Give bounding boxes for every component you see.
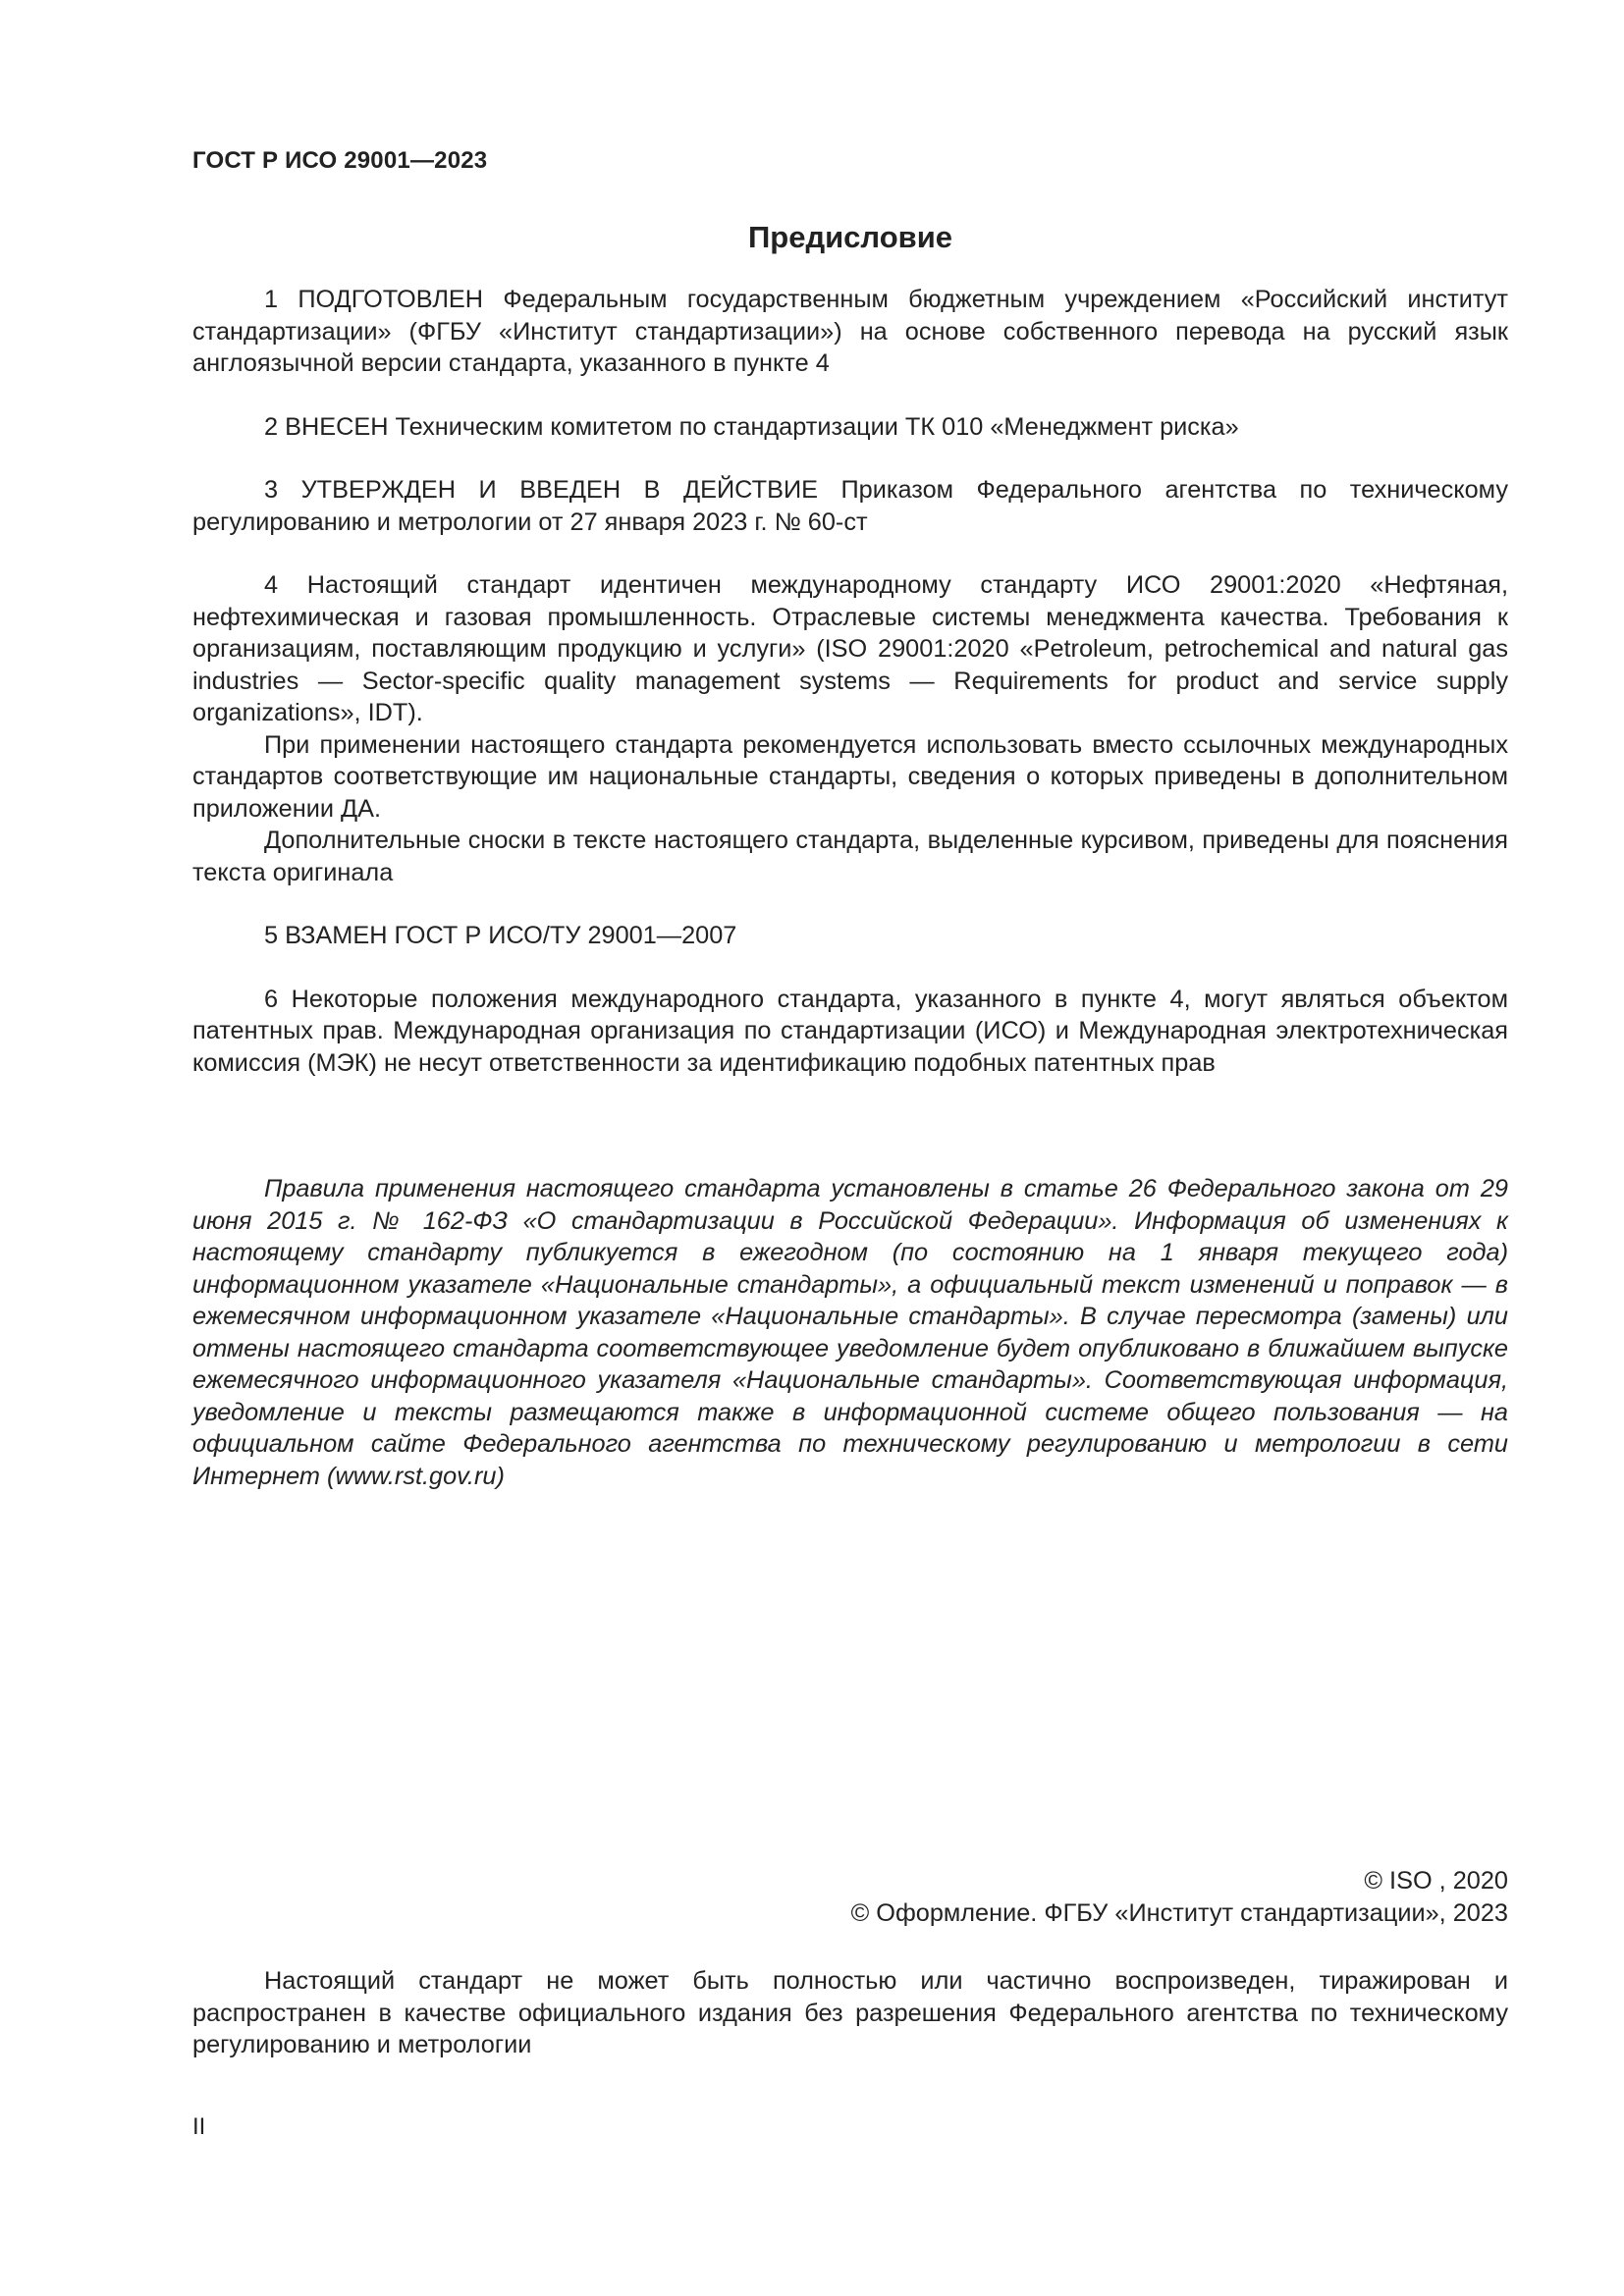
copyright-iso: © ISO , 2020 — [1364, 1867, 1508, 1895]
reproduction-notice: Настоящий стандарт не может быть полностью или частично воспроизведен, тиражирован и распространен в качестве официального издания без разрешения Федерального агентства по техническому регулированию и метрологии — [192, 1967, 1508, 2058]
preface-item-4: 4 Настоящий стандарт идентичен международному стандарту ИСО 29001:2020 «Нефтяная, нефтехимическая и газовая промышленность. Отраслевые системы менеджмента качества. Требования к организациям, поставляющим продукцию и услуги» (ISO 29001:2020 «Petroleum, petrochemical and natural gas industries — Sector-specific quality management systems — Requirements for product and service supply organizations», IDT). — [192, 571, 1508, 726]
preface-content — [192, 218, 1508, 1492]
preface-item-2: 2 ВНЕСЕН Техническим комитетом по стандартизации ТК 010 «Менеджмент риска» — [264, 412, 1239, 441]
application-rules-notice: Правила применения настоящего стандарта установлены в статье 26 Федерального закона от 29 июня 2015 г. № 162-ФЗ «О стандартизации в Российской Федерации». Информация об изменениях к настоящему стандарту публикуется в ежегодном (по состоянию на 1 января текущего года) информационном указателе «Национальные стандарты», а официальный текст изменений и поправок — в ежемесячном информационном указателе «Национальные стандарты». В случае пересмотра (замены) или отмены настоящего стандарта соответствующее уведомление будет опубликовано в ближайшем выпуске ежемесячного информационного указателя «Национальные стандарты». Соответствующая информация, уведомление и тексты размещаются также в информационной системе общего пользования — на официальном сайте Федерального агентства по техническому регулированию и метрологии в сети Интернет (www.rst.gov.ru) — [192, 1175, 1508, 1490]
copyright-design: © Оформление. ФГБУ «Институт стандартизации», 2023 — [850, 1898, 1508, 1927]
preface-item-4-footnotes: Дополнительные сноски в тексте настоящего стандарта, выделенные курсивом, приведены для пояснения текста оригинала — [192, 827, 1508, 886]
preface-item-4-recommendation: При применении настоящего стандарта рекомендуется использовать вместо ссылочных международных стандартов соответствующие им национальные стандарты, сведения о которых приведены в дополнительном приложении ДА. — [192, 730, 1508, 823]
page-title: Предисловие — [747, 220, 952, 254]
preface-item-5: 5 ВЗАМЕН ГОСТ Р ИСО/ТУ 29001—2007 — [264, 922, 737, 949]
page-number: II — [192, 2113, 206, 2140]
preface-item-3: 3 УТВЕРЖДЕН И ВВЕДЕН В ДЕЙСТВИЕ Приказом Федерального агентства по техническому регулированию и метрологии от 27 января 2023 г. № 60-ст — [192, 476, 1508, 536]
document-header: ГОСТ Р ИСО 29001—2023 — [192, 147, 488, 174]
preface-item-1: 1 ПОДГОТОВЛЕН Федеральным государственным бюджетным учреждением «Российский институт стандартизации» (ФГБУ «Институт стандартизации») на основе собственного перевода на русский язык англоязычной версии стандарта, указанного в пункте 4 — [192, 286, 1508, 377]
preface-item-6: 6 Некоторые положения международного стандарта, указанного в пункте 4, могут являться объектом патентных прав. Международная организация по стандартизации (ИСО) и Международная электротехническая комиссия (МЭК) не несут ответственности за идентификацию подобных патентных прав — [192, 985, 1508, 1077]
copyright-block — [192, 1865, 1508, 1929]
